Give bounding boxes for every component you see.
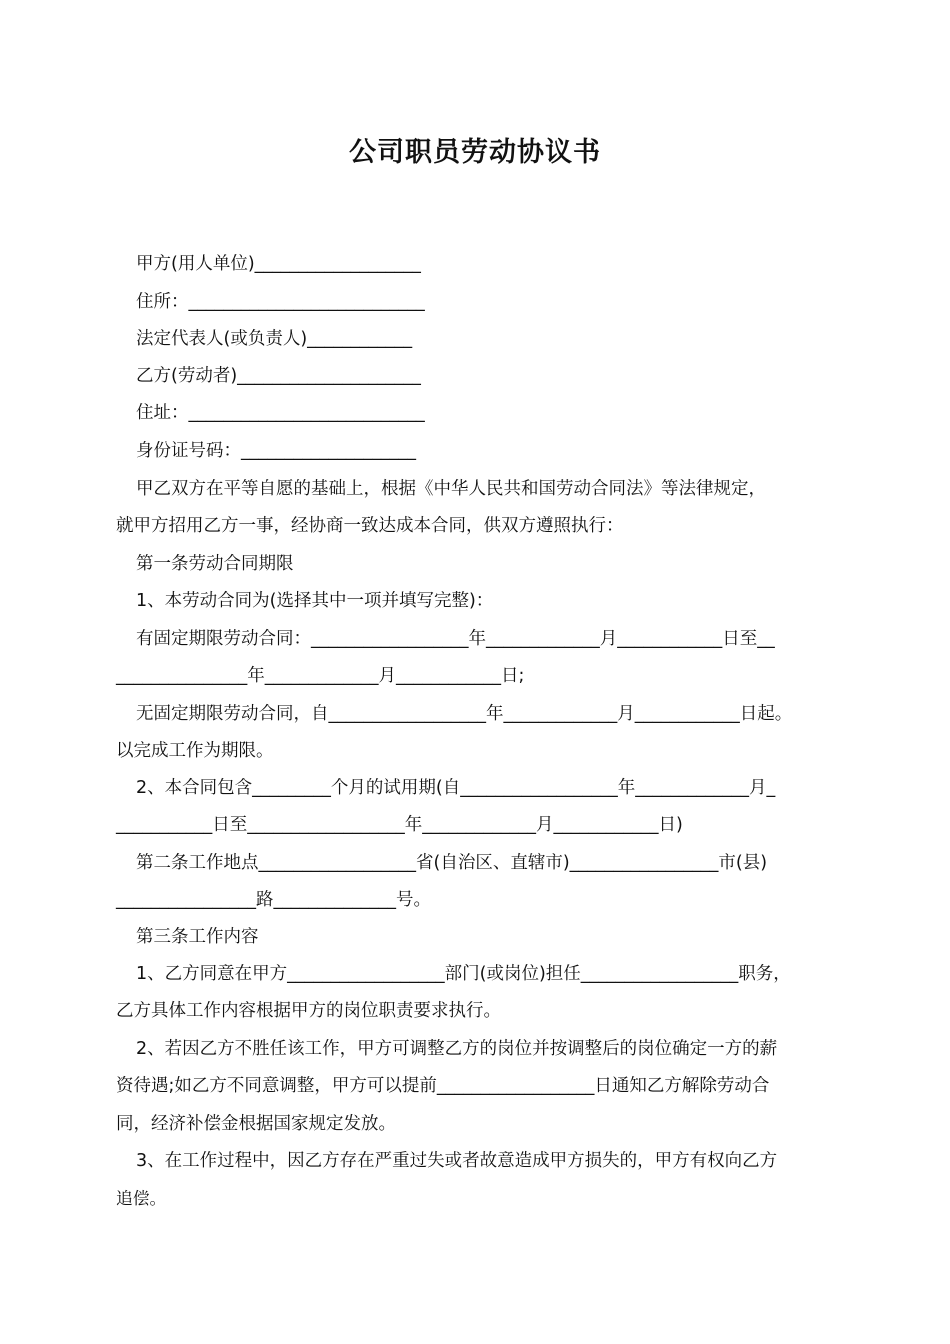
body-line-13: 无固定期限劳动合同，自__________________年_____________月____________日起。 <box>136 704 793 724</box>
body-line-18: ________________路______________号。 <box>116 890 431 910</box>
body-line-6: 身份证号码：____________________ <box>136 441 416 461</box>
body-line-5: 住址：___________________________ <box>136 403 425 423</box>
body-line-17: 第二条工作地点__________________省(自治区、直辖市)_________________市(县) <box>136 853 768 873</box>
body-line-19: 第三条工作内容 <box>136 927 259 947</box>
body-line-22: 2、若因乙方不胜任该工作，甲方可调整乙方的岗位并按调整后的岗位确定一方的薪 <box>136 1039 778 1059</box>
body-line-3: 法定代表人(或负责人)____________ <box>136 329 413 349</box>
body-line-1: 甲方(用人单位)___________________ <box>136 254 421 274</box>
body-line-2: 住所：___________________________ <box>136 292 425 312</box>
body-line-20: 1、乙方同意在甲方__________________部门(或岗位)担任__________________职务， <box>136 964 791 984</box>
body-line-9: 第一条劳动合同期限 <box>136 554 294 574</box>
body-line-4: 乙方(劳动者)_____________________ <box>136 366 421 386</box>
body-line-10: 1、本劳动合同为(选择其中一项并填写完整)： <box>136 591 494 611</box>
body-line-21: 乙方具体工作内容根据甲方的岗位职责要求执行。 <box>116 1001 501 1021</box>
body-line-15: 2、本合同包含_________个月的试用期(自__________________年_____________月_ <box>136 778 776 798</box>
body-line-26: 追偿。 <box>116 1188 167 1208</box>
body-line-8: 就甲方招用乙方一事，经协商一致达成本合同，供双方遵照执行： <box>116 516 624 536</box>
body-line-11: 有固定期限劳动合同：__________________年_____________月____________日至__ <box>136 629 775 649</box>
body-line-23: 资待遇;如乙方不同意调整，甲方可以提前__________________日通知乙方解除劳动合 <box>116 1076 770 1096</box>
body-line-12: _______________年_____________月____________日; <box>116 666 525 686</box>
body-line-25: 3、在工作过程中，因乙方存在严重过失或者故意造成甲方损失的，甲方有权向乙方 <box>136 1151 778 1171</box>
body-line-16: ___________日至__________________年_____________月____________日) <box>116 815 683 835</box>
document-title: 公司职员劳动协议书 <box>349 137 601 168</box>
body-line-24: 同，经济补偿金根据国家规定发放。 <box>116 1114 396 1134</box>
body-line-7: 甲乙双方在平等自愿的基础上，根据《中华人民共和国劳动合同法》等法律规定， <box>136 479 766 499</box>
body-line-14: 以完成工作为期限。 <box>116 741 274 761</box>
